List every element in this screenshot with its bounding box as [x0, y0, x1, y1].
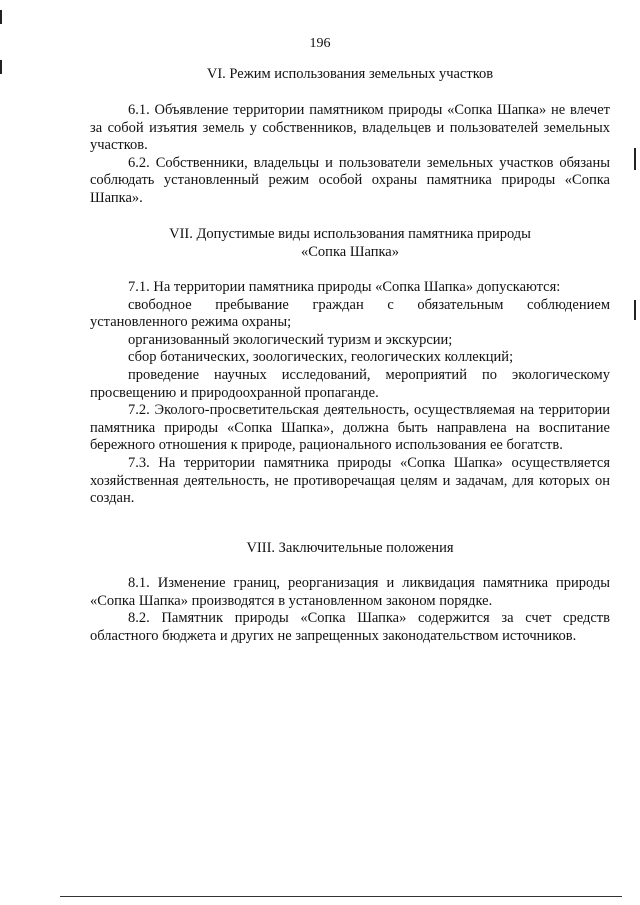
paragraph-8-2: 8.2. Памятник природы «Сопка Шапка» содержится за счет средств областного бюджета и других не запрещенных законодательством источников. [90, 610, 610, 644]
section-7-heading-line-2: «Сопка Шапка» [301, 243, 399, 260]
section-7-heading [90, 226, 610, 261]
section-6-heading: VI. Режим использования земельных участков [206, 66, 494, 82]
list-item: свободное пребывание граждан с обязательным соблюдением установленного режима охраны; [90, 296, 610, 331]
paragraph-7-2: 7.2. Эколого-просветительская деятельность, осуществляемая на территории памятника природы «Сопка Шапка», должна быть направлена на воспитание бережного отношения к природе, рационального использования ее богатств. [90, 402, 610, 454]
paragraph-6-2: 6.2. Собственники, владельцы и пользователи земельных участков обязаны соблюдать установленный режим особой охраны памятника природы «Сопка Шапка». [90, 154, 610, 206]
scan-edge-mark [634, 300, 636, 320]
scan-bottom-edge [60, 896, 622, 897]
list-item: проведение научных исследований, мероприятий по экологическому просвещению и природоохранной пропаганде. [90, 366, 610, 401]
paragraph-8-1: 8.1. Изменение границ, реорганизация и ликвидация памятника природы «Сопка Шапка» производятся в установленном законом порядке. [90, 575, 610, 609]
section-8-heading: VIII. Заключительные положения [246, 540, 454, 556]
section-8-body [90, 575, 610, 645]
paragraph-7-3: 7.3. На территории памятника природы «Сопка Шапка» осуществляется хозяйственная деятельность, не противоречащая целям и задачам, для которых он создан. [90, 454, 610, 507]
section-7-heading-line-1: VII. Допустимые виды использования памятника природы [169, 226, 531, 242]
section-6-body [90, 102, 610, 208]
list-item: организованный экологический туризм и экскурсии; [128, 331, 453, 348]
paragraph-6-1: 6.1. Объявление территории памятником природы «Сопка Шапка» не влечет за собой изъятия земель у собственников, владельцев и пользователей земельных участков. [90, 102, 610, 154]
scan-edge-mark [0, 60, 2, 74]
paragraph-7-1: 7.1. На территории памятника природы «Сопка Шапка» допускаются: [128, 279, 561, 295]
page-number: 196 [309, 36, 331, 51]
list-item: сбор ботанических, зоологических, геологических коллекций; [128, 349, 514, 366]
scan-edge-mark [0, 10, 2, 24]
scan-edge-mark [634, 148, 636, 170]
section-7-body [90, 279, 610, 508]
